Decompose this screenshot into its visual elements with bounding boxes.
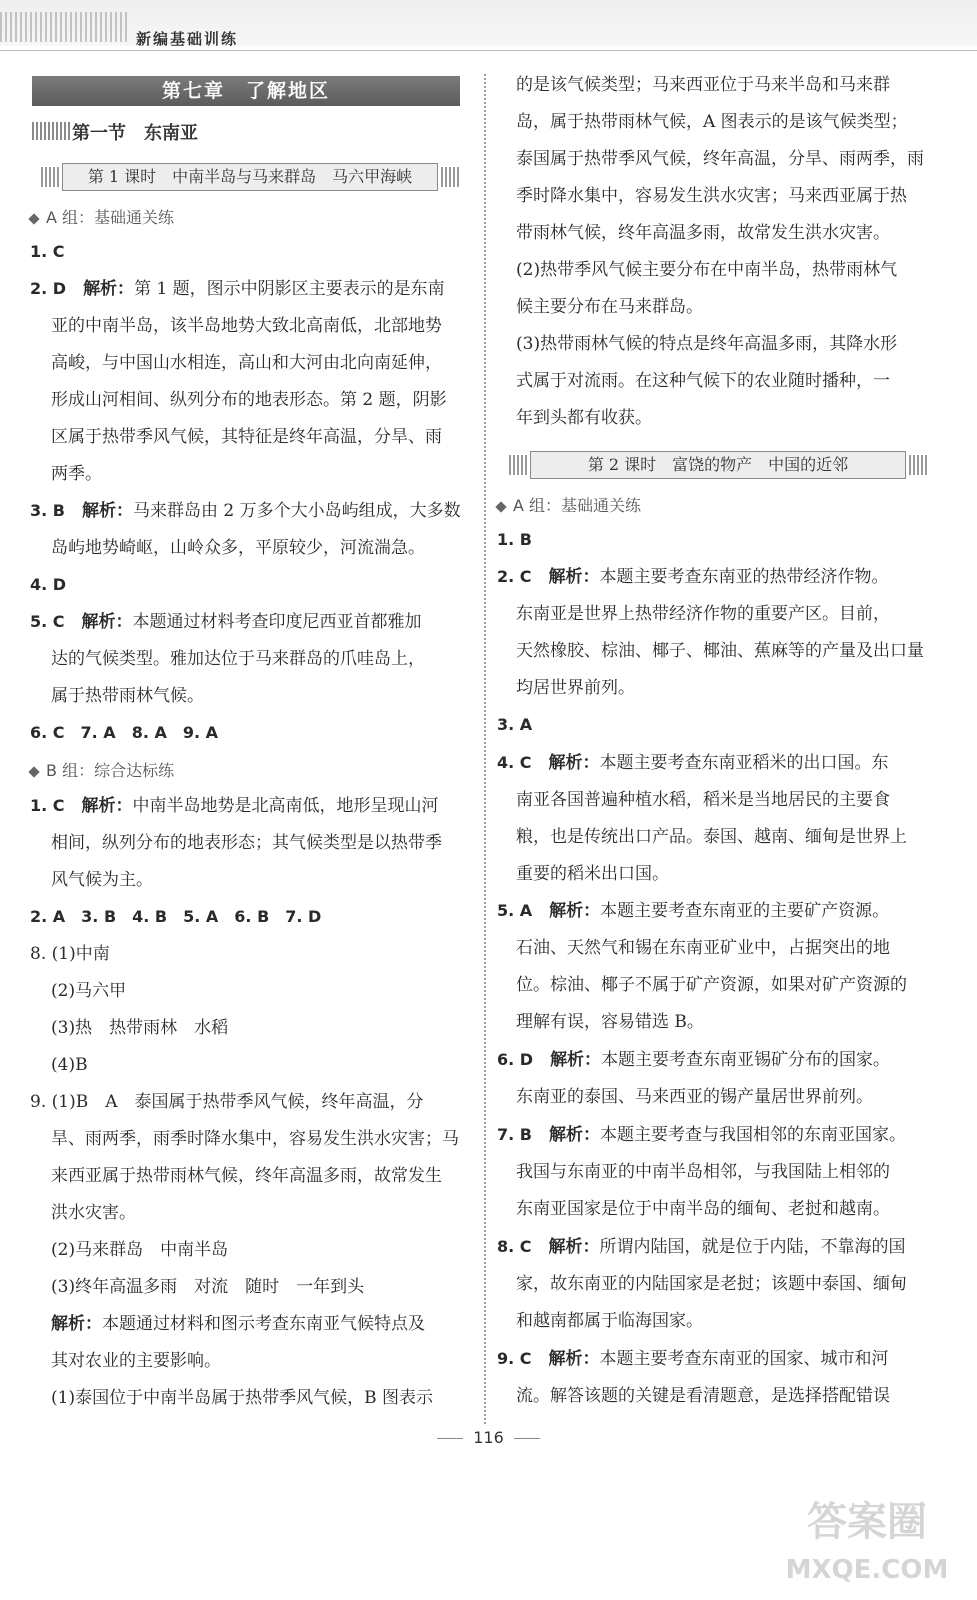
- answer-text: (3)热 热带雨林 水稻: [51, 1018, 229, 1038]
- answer-text: 两季。: [51, 464, 102, 484]
- answer-text: 和越南都属于临海国家。: [516, 1311, 703, 1331]
- answer-text: 旱、雨两季，雨季时降水集中，容易发生洪水灾害；马: [51, 1129, 459, 1149]
- chapter-title: 第七章 了解地区: [32, 76, 460, 106]
- answer-text: 均居世界前列。: [516, 678, 635, 698]
- answer-text: 流。解答该题的关键是看清题意，是选择搭配错误: [516, 1386, 890, 1406]
- diamond-icon: [495, 501, 506, 512]
- answer-text: 南亚各国普遍种植水稻，稻米是当地居民的主要食: [516, 790, 890, 810]
- group-b-label: B 组：综合达标练: [46, 761, 175, 780]
- header-hatch: [0, 12, 130, 42]
- answer-text: (2)马来群岛 中南半岛: [51, 1240, 229, 1260]
- answer-text: 天然橡胶、棕油、椰子、椰油、蕉麻等的产量及出口量: [516, 641, 924, 661]
- answer-text: 风气候为主。: [51, 870, 153, 890]
- answer-c2: 2. C 解析：本题主要考查东南亚的热带经济作物。: [497, 567, 889, 587]
- answer-c3: 3. A: [497, 715, 533, 734]
- answer-c7: 7. B 解析：本题主要考查与我国相邻的东南亚国家。: [497, 1125, 906, 1145]
- group-a2-heading: [497, 493, 641, 516]
- answer-text: 高峻，与中国山水相连，高山和大河由北向南延伸，: [51, 353, 442, 373]
- answer-c9: 9. C 解析：本题主要考查东南亚的国家、城市和河: [497, 1349, 889, 1369]
- answer-text: 我国与东南亚的中南半岛相邻，与我国陆上相邻的: [516, 1162, 890, 1182]
- answer-text: 候主要分布在马来群岛。: [516, 297, 703, 317]
- answer-text: 季时降水集中，容易发生洪水灾害；马来西亚属于热: [516, 186, 907, 206]
- answer-text: 理解有误，容易错选 B。: [516, 1012, 704, 1032]
- group-a-label: A 组：基础通关练: [46, 208, 175, 227]
- answer-text: (1)泰国位于中南半岛属于热带季风气候，B 图表示: [51, 1388, 433, 1408]
- answer-c5: 5. A 解析：本题主要考查东南亚的主要矿产资源。: [497, 901, 890, 921]
- answer-text: 岛屿地势崎岖，山岭众多，平原较少，河流湍急。: [51, 538, 425, 558]
- answer-c8: 8. C 解析：所谓内陆国，就是位于内陆，不靠海的国: [497, 1237, 906, 1257]
- answer-text: 的是该气候类型；马来西亚位于马来半岛和马来群: [516, 75, 890, 95]
- answer-text: 区属于热带季风气候，其特征是终年高温，分旱、雨: [51, 427, 442, 447]
- answer-text: 岛，属于热带雨林气候，A 图表示的是该气候类型；: [516, 112, 908, 132]
- answer-a4: 4. D: [30, 575, 67, 594]
- svg-text:MXQE.COM: MXQE.COM: [785, 1555, 949, 1585]
- answer-text: 东南亚是世界上热带经济作物的重要产区。目前，: [516, 604, 890, 624]
- answer-text: 东南亚国家是位于中南半岛的缅甸、老挝和越南。: [516, 1199, 890, 1219]
- answer-text: 亚的中南半岛，该半岛地势大致北高南低，北部地势: [51, 316, 442, 336]
- svg-text:答案圈: 答案圈: [807, 1499, 927, 1545]
- answer-text: 家，故东南亚的内陆国家是老挝；该题中泰国、缅甸: [516, 1274, 907, 1294]
- group-a-label: A 组：基础通关练: [513, 496, 642, 515]
- answer-text: 式属于对流雨。在这种气候下的农业随时播种，一: [516, 371, 890, 391]
- header-rule: [0, 50, 977, 51]
- answer-text: (4)B: [51, 1055, 88, 1075]
- watermark-logo: [782, 1490, 952, 1590]
- answer-text: 洪水灾害。: [51, 1203, 136, 1223]
- answer-text: 来西亚属于热带雨林气候，终年高温多雨，故常发生: [51, 1166, 442, 1186]
- answer-a5: 5. C 解析：本题通过材料考查印度尼西亚首都雅加: [30, 612, 422, 632]
- answer-a3: 3. B 解析：马来群岛由 2 万多个大小岛屿组成，大多数: [30, 501, 461, 521]
- answer-text: 解析：本题通过材料和图示考查东南亚气候特点及: [51, 1314, 425, 1334]
- answer-b2-7: 2. A 3. B 4. B 5. A 6. B 7. D: [30, 907, 322, 926]
- answer-b1: 1. C 解析：中南半岛地势是北高南低，地形呈现山河: [30, 796, 439, 816]
- answer-text: 形成山河相间、纵列分布的地表形态。第 2 题，阴影: [51, 390, 447, 410]
- page-number: 116: [0, 1428, 977, 1447]
- answer-text: 相间，纵列分布的地表形态；其气候类型是以热带季: [51, 833, 442, 853]
- group-a-heading: [30, 205, 174, 228]
- header-title: 新编基础训练: [136, 30, 239, 48]
- answer-text: 位。棕油、椰子不属于矿产资源，如果对矿产资源的: [516, 975, 907, 995]
- answer-a1: 1. C: [30, 242, 65, 261]
- answer-b8: 8. (1)中南: [30, 944, 110, 964]
- answer-text: 石油、天然气和锡在东南亚矿业中，占据突出的地: [516, 938, 890, 958]
- lesson-2-title: 第 2 课时 富饶的物产 中国的近邻: [530, 451, 906, 479]
- answer-c4: 4. C 解析：本题主要考查东南亚稻米的出口国。东: [497, 753, 889, 773]
- answer-text: 泰国属于热带季风气候，终年高温，分旱、雨两季，雨: [516, 149, 924, 169]
- answer-c1: 1. B: [497, 530, 532, 549]
- column-divider: [484, 74, 486, 1424]
- answer-text: (3)热带雨林气候的特点是终年高温多雨，其降水形: [516, 334, 898, 354]
- diamond-icon: [28, 213, 39, 224]
- answer-text: 带雨林气候，终年高温多雨，故常发生洪水灾害。: [516, 223, 890, 243]
- answer-text: 属于热带雨林气候。: [51, 686, 204, 706]
- answer-text: 达的气候类型。雅加达位于马来群岛的爪哇岛上，: [51, 649, 425, 669]
- answer-a2: 2. D 解析：第 1 题，图示中阴影区主要表示的是东南: [30, 279, 445, 299]
- answer-c6: 6. D 解析：本题主要考查东南亚锡矿分布的国家。: [497, 1050, 891, 1070]
- answer-text: (2)热带季风气候主要分布在中南半岛，热带雨林气: [516, 260, 898, 280]
- section-hatch: [32, 122, 70, 140]
- answer-a6-9: 6. C 7. A 8. A 9. A: [30, 723, 219, 742]
- answer-text: 粮，也是传统出口产品。泰国、越南、缅甸是世界上: [516, 827, 907, 847]
- diamond-icon: [28, 766, 39, 777]
- answer-text: 其对农业的主要影响。: [51, 1351, 221, 1371]
- section-title: 第一节 东南亚: [72, 123, 198, 144]
- lesson-1-title: 第 1 课时 中南半岛与马来群岛 马六甲海峡: [62, 163, 438, 191]
- answer-text: 重要的稻米出口国。: [516, 864, 669, 884]
- answer-b9: 9. (1)B A 泰国属于热带季风气候，终年高温，分: [30, 1092, 424, 1112]
- group-b-heading: [30, 758, 174, 781]
- answer-text: (3)终年高温多雨 对流 随时 一年到头: [51, 1277, 365, 1297]
- answer-text: 年到头都有收获。: [516, 408, 652, 428]
- answer-text: (2)马六甲: [51, 981, 127, 1001]
- answer-text: 东南亚的泰国、马来西亚的锡产量居世界前列。: [516, 1087, 873, 1107]
